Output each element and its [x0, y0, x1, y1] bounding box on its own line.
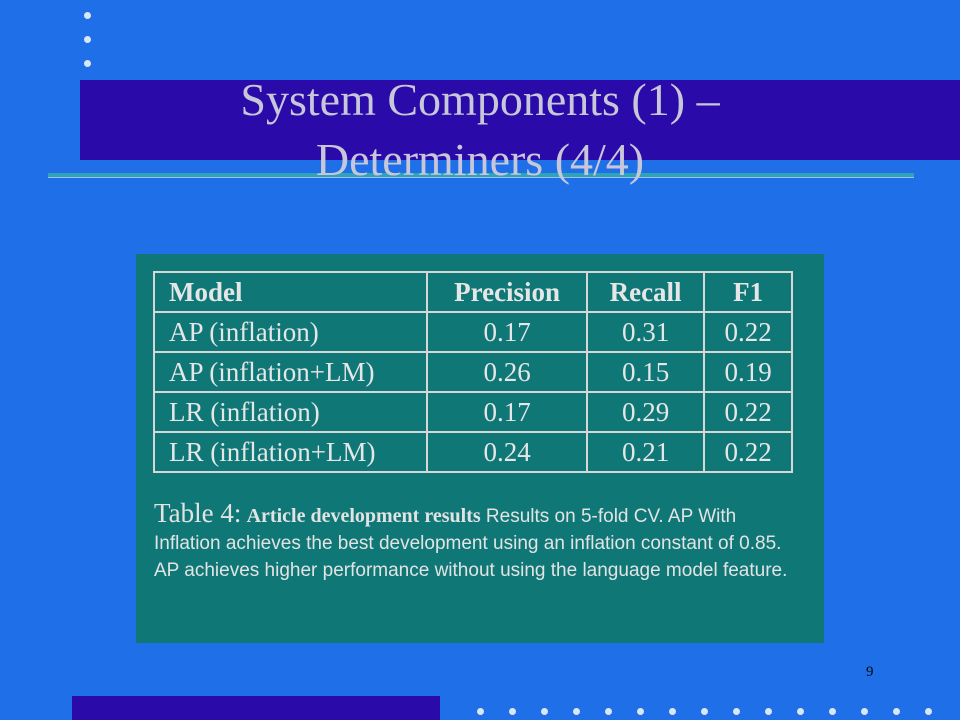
decor-dot: [541, 708, 548, 715]
results-table: [153, 271, 793, 473]
decor-dot: [605, 708, 612, 715]
cell-f1: 0.22: [704, 432, 792, 472]
cell-f1: 0.19: [704, 352, 792, 392]
decor-dot: [84, 60, 91, 67]
cell-f1: 0.22: [704, 392, 792, 432]
page-number: 9: [866, 664, 874, 680]
cell-model: LR (inflation+LM): [154, 432, 427, 472]
cell-precision: 0.24: [427, 432, 586, 472]
column-header-f1: F1: [704, 272, 792, 312]
cell-precision: 0.17: [427, 392, 586, 432]
decor-dot: [765, 708, 772, 715]
table-row: [154, 392, 792, 432]
decor-dot: [893, 708, 900, 715]
table-row: [154, 352, 792, 392]
table-caption: [154, 500, 804, 584]
decor-dot: [797, 708, 804, 715]
decor-dot: [477, 708, 484, 715]
footer-band: [72, 696, 440, 720]
decor-dot: [573, 708, 580, 715]
cell-recall: 0.29: [587, 392, 705, 432]
cell-precision: 0.17: [427, 312, 586, 352]
cell-recall: 0.31: [587, 312, 705, 352]
column-header-recall: Recall: [587, 272, 705, 312]
column-header-precision: Precision: [427, 272, 586, 312]
column-header-model: Model: [154, 272, 427, 312]
slide-title-line-1: System Components (1) –: [240, 74, 720, 125]
caption-label: Table 4:: [154, 498, 242, 528]
decor-dot: [509, 708, 516, 715]
table-header-row: [154, 272, 792, 312]
caption-title: Article development results: [246, 505, 481, 527]
decor-dot: [637, 708, 644, 715]
slide-title: [150, 70, 810, 190]
decor-dot: [669, 708, 676, 715]
decor-dot: [701, 708, 708, 715]
cell-model: LR (inflation): [154, 392, 427, 432]
decor-dot: [829, 708, 836, 715]
table-row: [154, 312, 792, 352]
cell-precision: 0.26: [427, 352, 586, 392]
cell-f1: 0.22: [704, 312, 792, 352]
decor-dot: [733, 708, 740, 715]
results-table-figure: [136, 254, 824, 643]
table-row: [154, 432, 792, 472]
decor-dot: [84, 12, 91, 19]
cell-model: AP (inflation): [154, 312, 427, 352]
cell-recall: 0.15: [587, 352, 705, 392]
cell-model: AP (inflation+LM): [154, 352, 427, 392]
decor-dot: [84, 36, 91, 43]
decor-dot: [925, 708, 932, 715]
caption-text: Results on 5-fold CV. AP With Inflation achieves the best development using an inflation constant of 0.85. AP achieves higher performance without using the language model feature.: [154, 506, 788, 581]
slide-title-line-2: Determiners (4/4): [315, 134, 645, 185]
cell-recall: 0.21: [587, 432, 705, 472]
decor-dot: [861, 708, 868, 715]
